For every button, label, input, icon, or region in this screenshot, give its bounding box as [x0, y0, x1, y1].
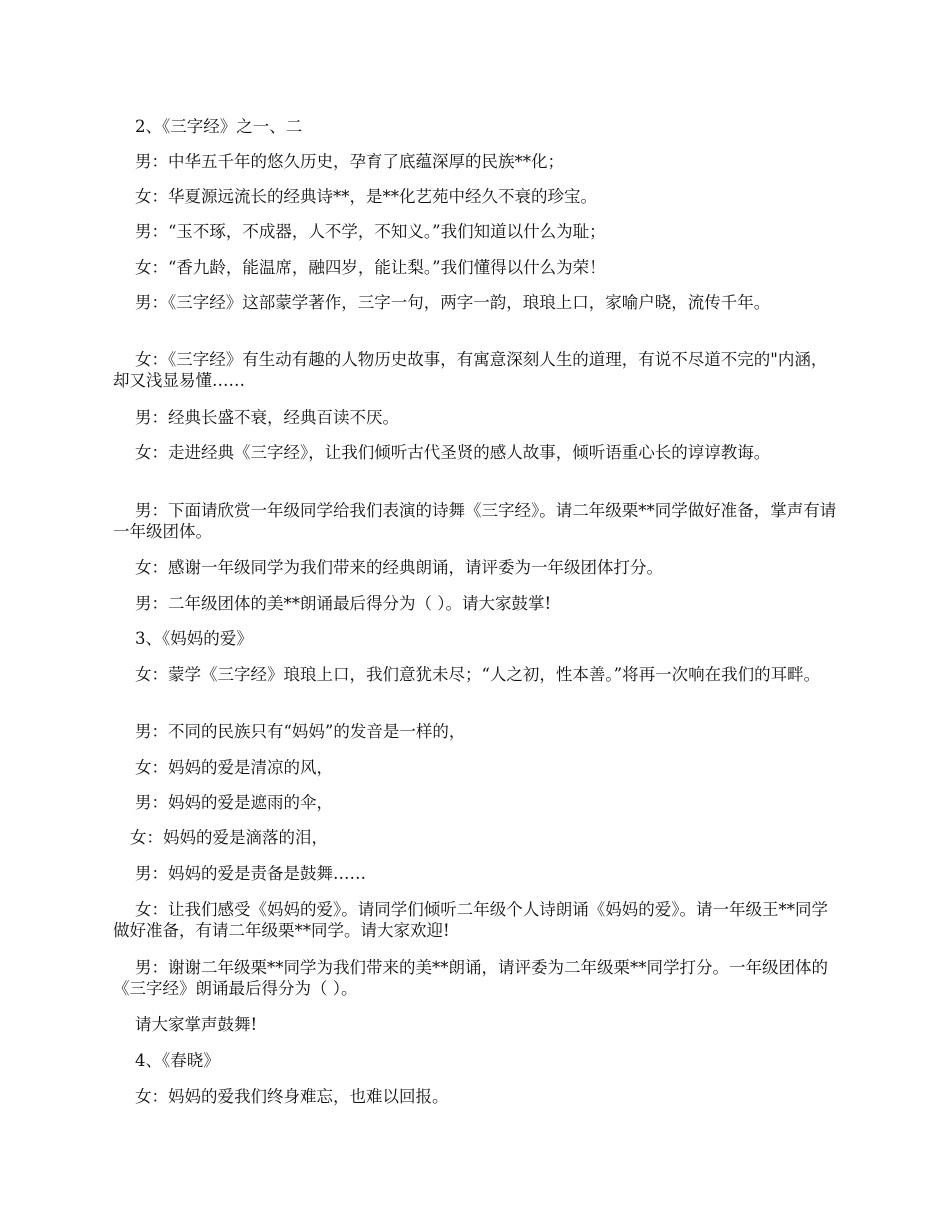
dialogue-line: 女：“香九龄，能温席，融四岁，能让梨。”我们懂得以什么为荣！ — [135, 258, 606, 277]
section-heading: 3、《妈妈的爱》 — [135, 629, 253, 648]
dialogue-line: 女：《三字经》有生动有趣的人物历史故事，有寓意深刻人生的道理，有说不尽道不完的"内涵，却又浅显易懂…… — [113, 350, 828, 390]
dialogue-line: 女：妈妈的爱我们终身难忘，也难以回报。 — [135, 1087, 449, 1106]
dialogue-line: 女：妈妈的爱是清凉的风， — [135, 758, 333, 777]
dialogue-line: 女：感谢一年级同学为我们带来的经典朗诵，请评委为一年级团体打分。 — [135, 558, 663, 577]
section-heading: 2、《三字经》之一、二 — [135, 117, 303, 136]
dialogue-line: 男：“玉不琢，不成器，人不学，不知义。”我们知道以什么为耻； — [135, 222, 606, 241]
dialogue-line: 男：妈妈的爱是遮雨的伞， — [135, 793, 333, 812]
dialogue-line: 女：华夏源远流长的经典诗**，是**化艺苑中经久不衰的珍宝。 — [135, 187, 597, 206]
dialogue-line: 男：二年级团体的美**朗诵最后得分为（ ）。请大家鼓掌! — [135, 594, 552, 613]
dialogue-line: 男：《三字经》这部蒙学著作，三字一句，两字一韵，琅琅上口，家喻户晓，流传千年。 — [135, 293, 771, 312]
dialogue-line: 女：妈妈的爱是滴落的泪， — [130, 828, 328, 847]
dialogue-line: 男：下面请欣赏一年级同学给我们表演的诗舞《三字经》。请二年级栗**同学做好准备，掌声有请一年级团体。 — [113, 501, 837, 541]
dialogue-line: 请大家掌声鼓舞! — [135, 1015, 258, 1034]
dialogue-line: 女：蒙学《三字经》琅琅上口，我们意犹未尽；“人之初，性本善。”将再一次响在我们的耳畔。 — [135, 665, 821, 684]
dialogue-line: 男：妈妈的爱是责备是鼓舞…… — [135, 864, 366, 883]
dialogue-line: 男：中华五千年的悠久历史，孕育了底蕴深厚的民族**化； — [135, 152, 564, 171]
dialogue-line: 男：经典长盛不衰，经典百读不厌。 — [135, 408, 399, 427]
dialogue-line: 女：走进经典《三字经》，让我们倾听古代圣贤的感人故事，倾听语重心长的谆谆教诲。 — [135, 443, 771, 462]
section-heading: 4、《春晓》 — [135, 1051, 220, 1070]
dialogue-line: 女：让我们感受《妈妈的爱》。请同学们倾听二年级个人诗朗诵《妈妈的爱》。请一年级王**同学做好准备，有请二年级栗**同学。请大家欢迎! — [113, 900, 828, 940]
dialogue-line: 男：不同的民族只有“妈妈”的发音是一样的， — [135, 722, 466, 741]
dialogue-line: 男：谢谢二年级栗**同学为我们带来的美**朗诵，请评委为二年级栗**同学打分。一年级团体的《三字经》朗诵最后得分为（ ）。 — [113, 958, 828, 998]
